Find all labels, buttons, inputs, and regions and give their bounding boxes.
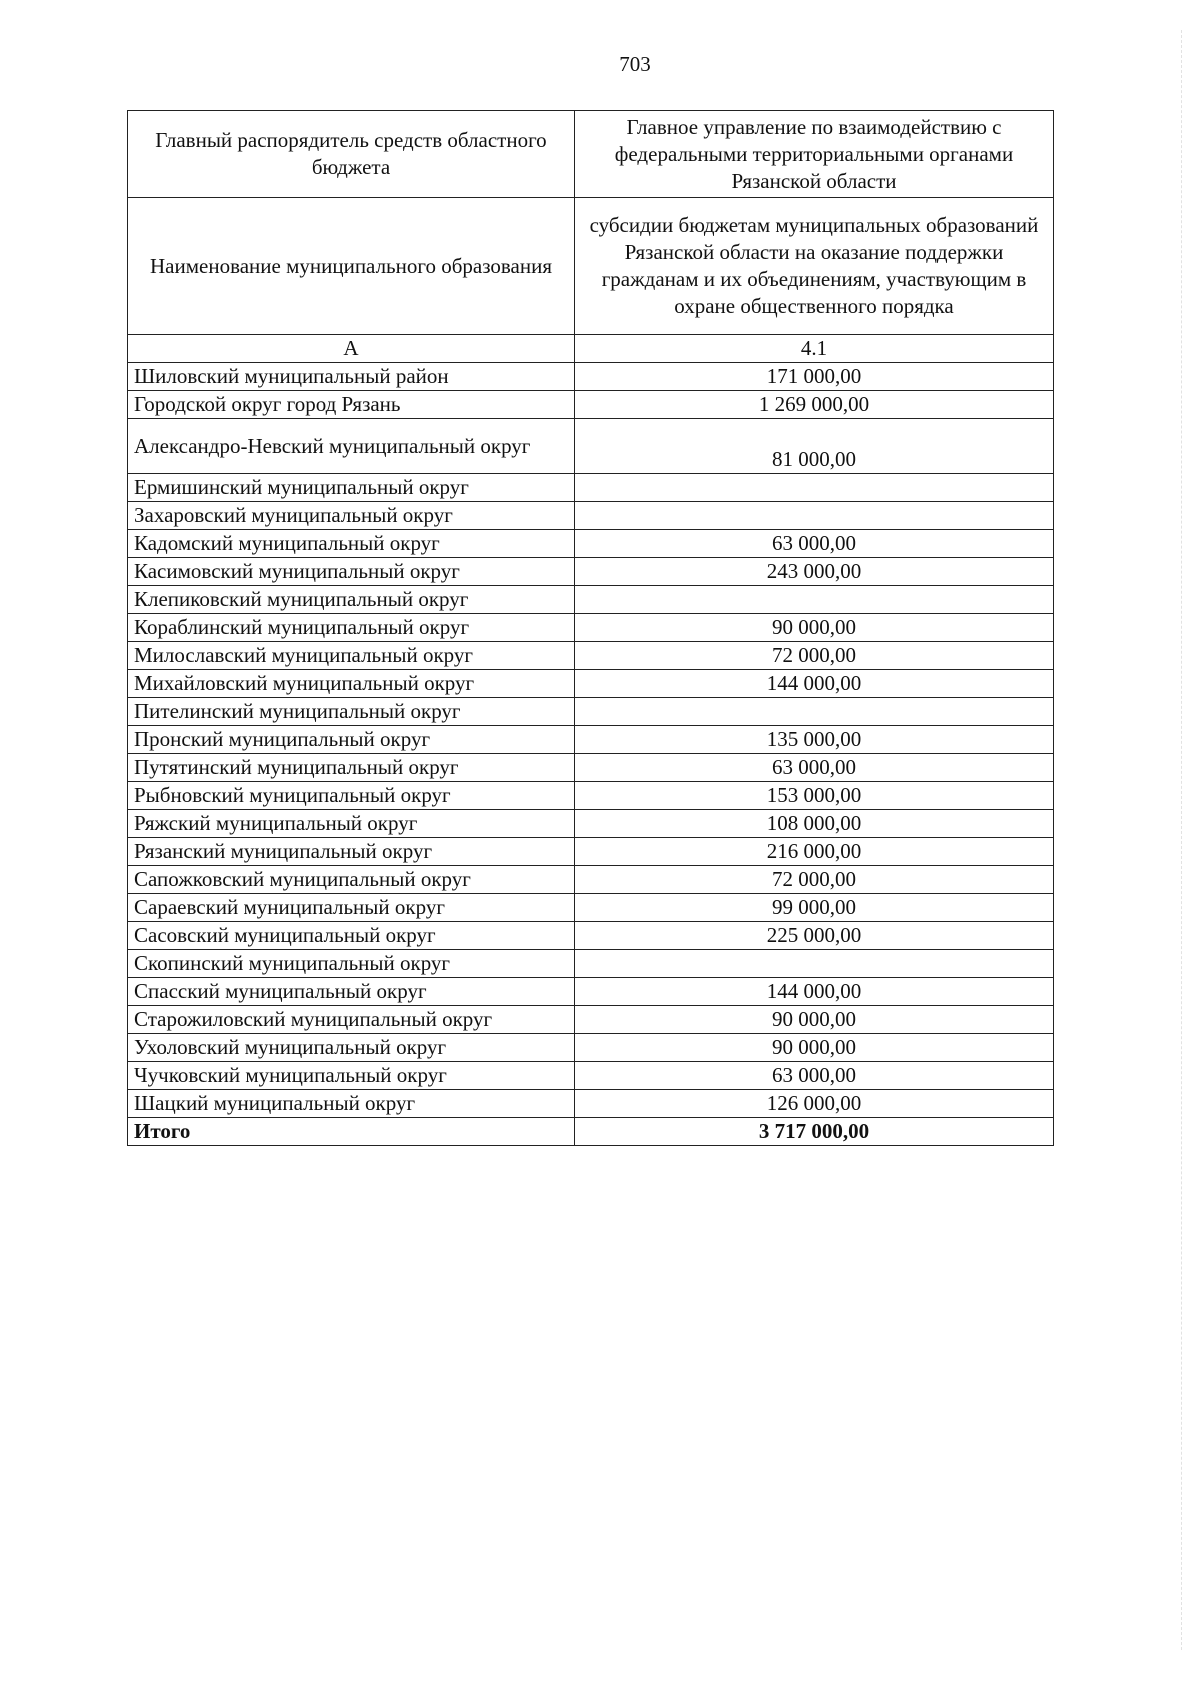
table-row (128, 614, 1054, 642)
municipality-name: Чучковский муниципальный округ (128, 1062, 575, 1090)
subsidy-amount: 72 000,00 (575, 866, 1054, 894)
total-label: Итого (128, 1118, 575, 1146)
municipality-name: Шацкий муниципальный округ (128, 1090, 575, 1118)
municipality-name: Ряжский муниципальный округ (128, 810, 575, 838)
municipality-name: Рязанский муниципальный округ (128, 838, 575, 866)
table-row (128, 698, 1054, 726)
table-row (128, 782, 1054, 810)
total-row (128, 1118, 1054, 1146)
scan-edge-marks (1181, 30, 1192, 1650)
municipality-name: Пителинский муниципальный округ (128, 698, 575, 726)
subsidy-amount: 99 000,00 (575, 894, 1054, 922)
subsidy-amount (575, 474, 1054, 502)
table-row (128, 726, 1054, 754)
subsidy-amount (575, 502, 1054, 530)
table-row (128, 950, 1054, 978)
table-row (128, 1006, 1054, 1034)
subsidy-amount: 171 000,00 (575, 363, 1054, 391)
municipality-name: Сапожковский муниципальный округ (128, 866, 575, 894)
header-label-administrator: Главный распорядитель средств областного бюджета (128, 111, 575, 198)
subsidy-amount (575, 586, 1054, 614)
table-row (128, 1062, 1054, 1090)
municipality-name: Рыбновский муниципальный округ (128, 782, 575, 810)
column-code-b: 4.1 (575, 335, 1054, 363)
municipality-name: Спасский муниципальный округ (128, 978, 575, 1006)
municipality-name: Александро-Невский муниципальный округ (128, 419, 575, 474)
subsidy-amount: 1 269 000,00 (575, 391, 1054, 419)
column-code-row (128, 335, 1054, 363)
municipality-name: Старожиловский муниципальный округ (128, 1006, 575, 1034)
table-row (128, 363, 1054, 391)
table-row (128, 642, 1054, 670)
subsidy-amount: 63 000,00 (575, 530, 1054, 558)
municipality-name: Ухоловский муниципальный округ (128, 1034, 575, 1062)
table-row (128, 838, 1054, 866)
header-value-subsidy: субсидии бюджетам муниципальных образований Рязанской области на оказание поддержки гражданам и их объединениям, участвующим в охране общественного порядка (575, 198, 1054, 335)
table-row (128, 866, 1054, 894)
table-row (128, 1090, 1054, 1118)
table-row (128, 530, 1054, 558)
table-row (128, 922, 1054, 950)
municipality-name: Клепиковский муниципальный округ (128, 586, 575, 614)
subsidy-amount: 72 000,00 (575, 642, 1054, 670)
header-row-administrator (128, 111, 1054, 198)
municipality-name: Касимовский муниципальный округ (128, 558, 575, 586)
municipality-name: Михайловский муниципальный округ (128, 670, 575, 698)
municipality-name: Скопинский муниципальный округ (128, 950, 575, 978)
municipality-name: Кораблинский муниципальный округ (128, 614, 575, 642)
subsidy-amount: 126 000,00 (575, 1090, 1054, 1118)
subsidy-amount: 81 000,00 (575, 419, 1054, 474)
header-row-municipality (128, 198, 1054, 335)
table-row (128, 419, 1054, 474)
table-row (128, 391, 1054, 419)
municipality-name: Шиловский муниципальный район (128, 363, 575, 391)
page-number: 703 (619, 52, 651, 76)
table-row (128, 754, 1054, 782)
subsidy-amount: 225 000,00 (575, 922, 1054, 950)
table-row (128, 670, 1054, 698)
municipality-name: Путятинский муниципальный округ (128, 754, 575, 782)
total-amount: 3 717 000,00 (575, 1118, 1054, 1146)
municipality-name: Пронский муниципальный округ (128, 726, 575, 754)
municipality-name: Городской округ город Рязань (128, 391, 575, 419)
table-row (128, 894, 1054, 922)
municipality-name: Милославский муниципальный округ (128, 642, 575, 670)
subsidy-amount: 90 000,00 (575, 1034, 1054, 1062)
subsidy-amount: 90 000,00 (575, 1006, 1054, 1034)
municipality-name: Кадомский муниципальный округ (128, 530, 575, 558)
table-row (128, 810, 1054, 838)
table-row (128, 474, 1054, 502)
subsidy-amount: 63 000,00 (575, 1062, 1054, 1090)
table-row (128, 502, 1054, 530)
subsidy-amount: 216 000,00 (575, 838, 1054, 866)
subsidy-amount: 108 000,00 (575, 810, 1054, 838)
subsidy-amount (575, 698, 1054, 726)
subsidy-amount: 63 000,00 (575, 754, 1054, 782)
budget-table (127, 110, 1054, 1146)
subsidy-amount: 144 000,00 (575, 670, 1054, 698)
column-code-a: А (128, 335, 575, 363)
table-row (128, 558, 1054, 586)
subsidy-amount: 144 000,00 (575, 978, 1054, 1006)
header-value-administrator: Главное управление по взаимодействию с федеральными территориальными органами Рязанской области (575, 111, 1054, 198)
subsidy-amount: 90 000,00 (575, 614, 1054, 642)
header-label-municipality: Наименование муниципального образования (128, 198, 575, 335)
table-row (128, 1034, 1054, 1062)
municipality-name: Сараевский муниципальный округ (128, 894, 575, 922)
municipality-name: Захаровский муниципальный округ (128, 502, 575, 530)
subsidy-amount: 153 000,00 (575, 782, 1054, 810)
table-row (128, 978, 1054, 1006)
municipality-name: Сасовский муниципальный округ (128, 922, 575, 950)
municipality-name: Ермишинский муниципальный округ (128, 474, 575, 502)
subsidy-amount (575, 950, 1054, 978)
subsidy-amount: 243 000,00 (575, 558, 1054, 586)
table-row (128, 586, 1054, 614)
subsidy-amount: 135 000,00 (575, 726, 1054, 754)
budget-table-body (128, 111, 1054, 1146)
